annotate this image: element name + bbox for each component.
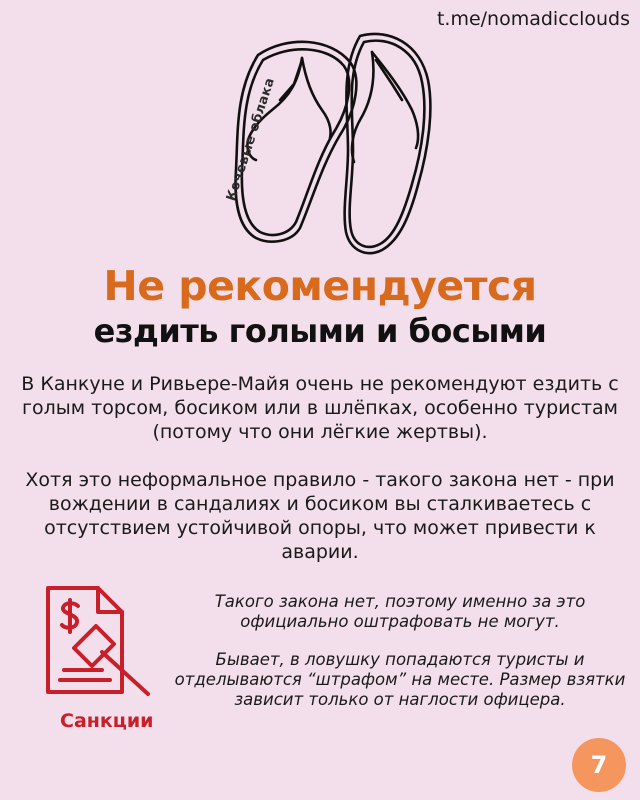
brand-vertical-label: Кочевые облака (223, 75, 279, 204)
channel-handle: t.me/nomadicclouds (436, 8, 630, 30)
sanctions-note-1: Такого закона нет, поэтому именно за это официально оштрафовать не могут. (214, 592, 586, 631)
page-number-badge: 7 (572, 738, 626, 792)
paragraph-1: В Канкуне и Ривьере-Майя очень не рекомендуют ездить с голым торсом, босиком или в шлёпках, особенно туристам (потому что они лёгкие жертвы). (21, 373, 619, 443)
sanctions-label: Санкции (60, 710, 154, 732)
flip-flops-icon (0, 0, 640, 270)
fine-document-gavel-icon (40, 582, 170, 702)
paragraph-2: Хотя это неформальное правило - такого закона нет - при вождении в сандалиях и босиком вы сталкиваетесь с отсутствием устойчивой опоры, что может привести к аварии. (25, 469, 615, 563)
page-subtitle: ездить голыми и босыми (93, 312, 547, 350)
sanctions-note-2: Бывает, в ловушку попадаются туристы и отделываются “штрафом” на месте. Размер взятки зависит только от наглости офицера. (174, 650, 626, 709)
page-title: Не рекомендуется (103, 262, 537, 310)
